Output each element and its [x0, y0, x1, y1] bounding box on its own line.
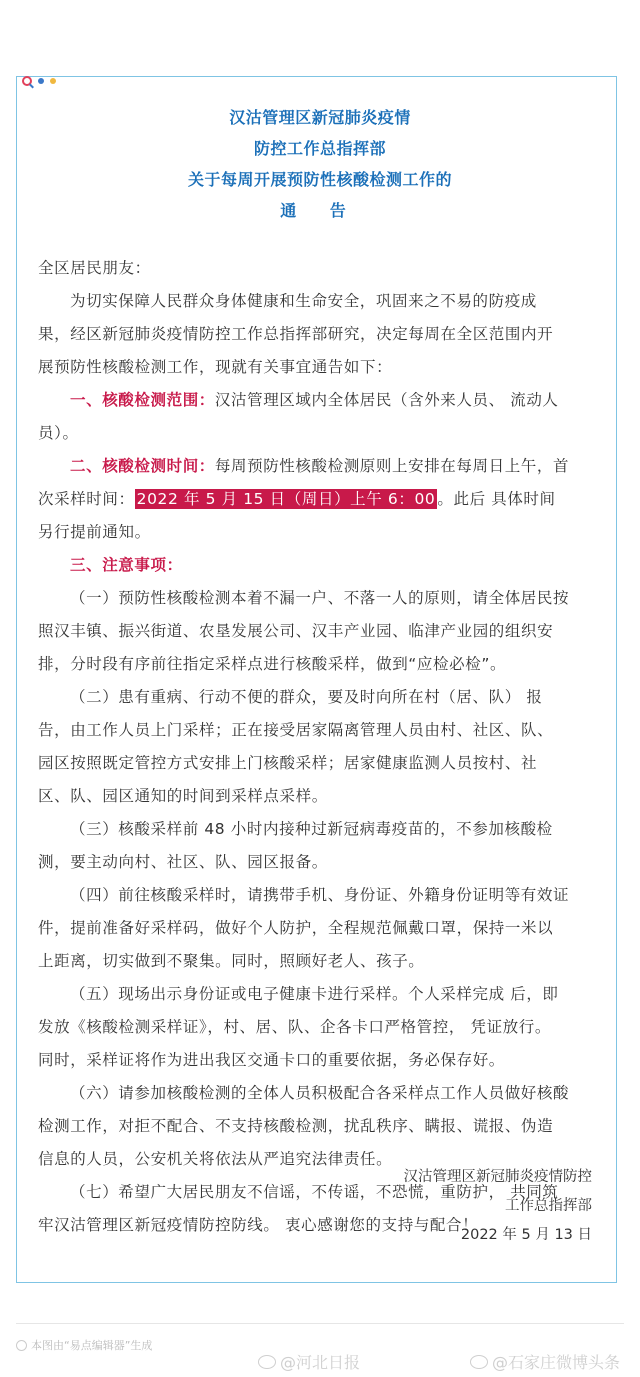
- weibo-icon: [258, 1355, 276, 1369]
- intro-line-1: 为切实保障人民群众身体健康和生命安全，巩固来之不易的防疫成: [70, 292, 537, 310]
- notice-body: [38, 252, 600, 1242]
- watermark-hebei-daily: [258, 1350, 360, 1373]
- item-1-line-3: 排，分时段有序前往指定采样点进行核酸采样，做到“应检必检”。: [38, 655, 507, 673]
- title-line-3: 关于每周开展预防性核酸检测工作的: [187, 170, 452, 189]
- section-2-line-2: [38, 483, 600, 516]
- item-1-line-1: （一）预防性核酸检测本着不漏一户、不落一人的原则，请全体居民按: [70, 589, 570, 607]
- section-1-heading: 一、核酸检测范围：: [70, 391, 215, 409]
- section-2-line-1: [38, 450, 600, 483]
- item-4-line-3: 上距离，切实做到不聚集。同时，照顾好老人、孩子。: [38, 952, 425, 970]
- intro-line-3: 展预防性核酸检测工作，现就有关事宜通告如下：: [38, 358, 393, 376]
- notice-title: [0, 102, 640, 226]
- first-sampling-time: 2022 年 5 月 15 日（周日）上午 6：00: [136, 490, 436, 508]
- title-line-2: 防控工作总指挥部: [253, 139, 386, 158]
- item-6-line-1: （六）请参加核酸检测的全体人员积极配合各采样点工作人员做好核酸: [70, 1084, 570, 1102]
- section-2-heading: 二、核酸检测时间：: [70, 457, 215, 475]
- section-2-text-b: 。此后 具体时间: [437, 490, 556, 508]
- intro-line-2: 果，经区新冠肺炎疫情防控工作总指挥部研究，决定每周在全区范围内开: [38, 325, 554, 343]
- item-7-line-1: （七）希望广大居民朋友不信谣，不传谣，不恐慌，重防护， 共同筑: [70, 1183, 559, 1201]
- blue-dot-icon: [38, 78, 44, 84]
- signature-org-line-2: 工作总指挥部: [505, 1198, 592, 1214]
- editor-logo-icon: [16, 1340, 27, 1351]
- signature-block: [404, 1163, 593, 1250]
- decorative-dots: [22, 76, 56, 86]
- generator-credit-text: 本图由“易点编辑器”生成: [31, 1339, 153, 1352]
- item-5-line-2: 发放《核酸检测采样证》，村、居、队、企各卡口严格管控， 凭证放行。: [38, 1018, 551, 1036]
- section-3-line: [38, 549, 600, 582]
- item-2-line-3: 园区按照既定管控方式安排上门核酸采样；居家健康监测人员按村、社: [38, 754, 538, 772]
- section-1-line-2: 员）。: [38, 424, 79, 442]
- generator-credit: [16, 1337, 152, 1353]
- item-2-line-2: 告，由工作人员上门采样；正在接受居家隔离管理人员由村、社区、队、: [38, 721, 554, 739]
- item-2-line-4: 区、队、园区通知的时间到采样点采样。: [38, 787, 328, 805]
- item-5-line-1: （五）现场出示身份证或电子健康卡进行采样。个人采样完成 后，即: [70, 985, 559, 1003]
- title-line-1: 汉沽管理区新冠肺炎疫情: [229, 108, 411, 127]
- item-6-line-3: 信息的人员，公安机关将依法从严追究法律责任。: [38, 1150, 393, 1168]
- footer-divider: [16, 1323, 624, 1324]
- greeting: 全区居民朋友：: [38, 259, 151, 277]
- signature-date: 2022 年 5 月 13 日: [460, 1227, 592, 1243]
- section-1-line-1: [38, 384, 600, 417]
- watermark-hebei-daily-text: @河北日报: [280, 1353, 361, 1372]
- signature-org-line-1: 汉沽管理区新冠肺炎疫情防控: [403, 1169, 592, 1185]
- section-3-heading: 三、注意事项：: [70, 556, 183, 574]
- section-2-text-a: 次采样时间：: [38, 490, 135, 508]
- item-1-line-2: 照汉丰镇、振兴街道、农垦发展公司、汉丰产业园、临津产业园的组织安: [38, 622, 554, 640]
- section-1-text: 汉沽管理区域内全体居民（含外来人员、 流动人: [214, 391, 559, 409]
- item-7-line-2: 牢汉沽管理区新冠疫情防控防线。 衷心感谢您的支持与配合！: [38, 1216, 479, 1234]
- title-line-4: 通 告: [280, 201, 360, 220]
- item-3-line-1: （三）核酸采样前 48 小时内接种过新冠病毒疫苗的，不参加核酸检: [70, 820, 553, 838]
- item-4-line-1: （四）前往核酸采样时，请携带手机、身份证、外籍身份证明等有效证: [70, 886, 570, 904]
- watermark-sjz-weibo-text: @石家庄微博头条: [492, 1353, 621, 1372]
- magnifier-icon: [22, 76, 32, 86]
- item-6-line-2: 检测工作，对拒不配合、不支持核酸检测，扰乱秩序、瞒报、谎报、伪造: [38, 1117, 554, 1135]
- watermark-sjz-weibo: [470, 1350, 620, 1373]
- section-2-text: 每周预防性核酸检测原则上安排在每周日上午，首: [214, 457, 570, 475]
- weibo-icon: [470, 1355, 488, 1369]
- section-2-line-3: 另行提前通知。: [38, 523, 151, 541]
- gold-dot-icon: [50, 78, 56, 84]
- item-4-line-2: 件，提前准备好采样码，做好个人防护，全程规范佩戴口罩，保持一米以: [38, 919, 554, 937]
- item-3-line-2: 测，要主动向村、社区、队、园区报备。: [38, 853, 328, 871]
- item-5-line-3: 同时，采样证将作为进出我区交通卡口的重要依据，务必保存好。: [38, 1051, 505, 1069]
- item-2-line-1: （二）患有重病、行动不便的群众，要及时向所在村（居、队） 报: [70, 688, 543, 706]
